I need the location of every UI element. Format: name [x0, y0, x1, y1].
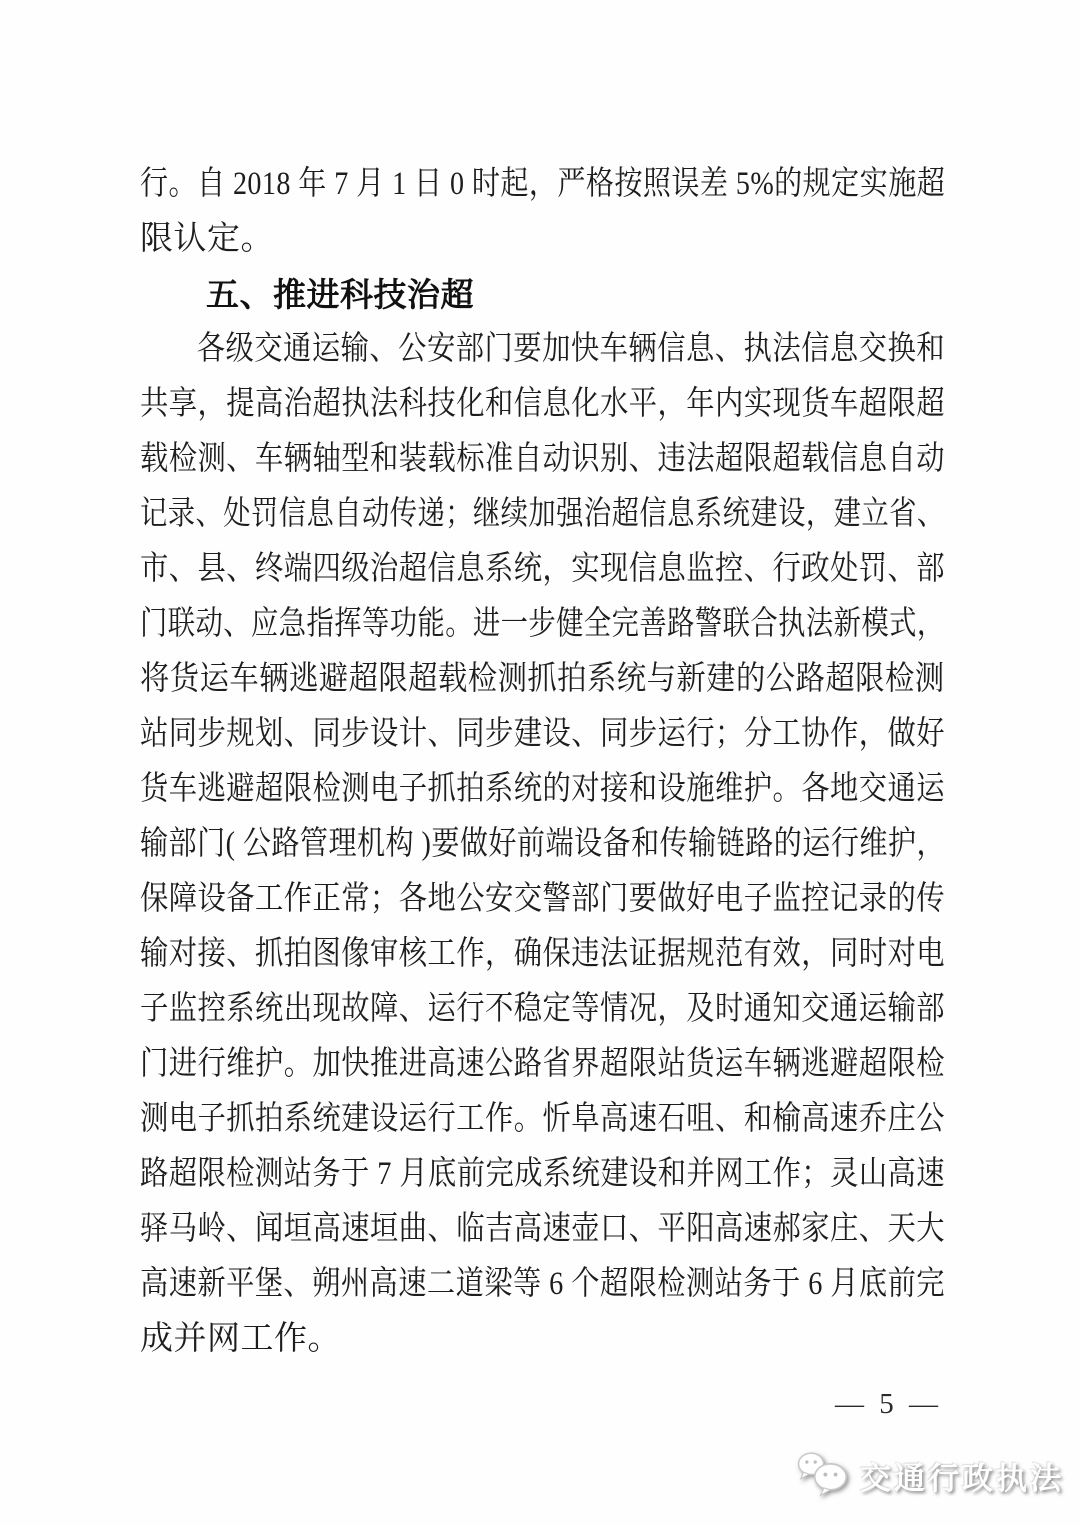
text-line: 行。自 2018 年 7 月 1 日 0 时起，严格按照误差 5%的规定实施超: [140, 166, 946, 202]
text-line: 记录、处罚信息自动传递；继续加强治超信息系统建设，建立省、: [140, 496, 945, 532]
text-line: 站同步规划、同步设计、同步建设、同步运行；分工协作，做好: [140, 716, 945, 752]
text-line: 输部门( 公路管理机构 )要做好前端设备和传输链路的运行维护，: [140, 826, 945, 862]
text-line: 驿马岭、闻垣高速垣曲、临吉高速壶口、平阳高速郝家庄、天大: [140, 1211, 945, 1247]
page-number: — 5 —: [835, 1388, 942, 1420]
watermark: [796, 1450, 1064, 1500]
text-line: 市、县、终端四级治超信息系统，实现信息监控、行政处罚、部: [140, 551, 945, 587]
text-line: 保障设备工作正常；各地公安交警部门要做好电子监控记录的传: [140, 881, 945, 917]
text-line: 测电子抓拍系统建设运行工作。忻阜高速石咀、和榆高速乔庄公: [140, 1101, 945, 1137]
text-lines: [140, 157, 945, 1367]
text-line: 共享，提高治超执法科技化和信息化水平，年内实现货车超限超: [140, 386, 945, 422]
text-line: 将货运车辆逃避超限超载检测抓拍系统与新建的公路超限检测: [140, 661, 945, 697]
text-line: 高速新平堡、朔州高速二道梁等 6 个超限检测站务于 6 月底前完: [140, 1266, 945, 1302]
text-line: 门进行维护。加快推进高速公路省界超限站货运车辆逃避超限检: [140, 1046, 945, 1082]
text-line: 输对接、抓拍图像审核工作，确保违法证据规范有效，同时对电: [140, 936, 945, 972]
text-line: 货车逃避超限检测电子抓拍系统的对接和设施维护。各地交通运: [140, 771, 945, 807]
section-heading: 五、推进科技治超: [206, 276, 474, 313]
wechat-icon: [796, 1450, 852, 1500]
text-line: 限认定。: [140, 221, 274, 257]
watermark-label: 交通行政执法: [860, 1460, 1064, 1496]
text-line: 各级交通运输、公安部门要加快车辆信息、执法信息交换和: [196, 331, 945, 367]
text-line: 门联动、应急指挥等功能。进一步健全完善路警联合执法新模式，: [140, 606, 945, 642]
text-line: 路超限检测站务于 7 月底前完成系统建设和并网工作；灵山高速: [140, 1156, 945, 1192]
text-line: 载检测、车辆轴型和装载标准自动识别、违法超限超载信息自动: [140, 441, 945, 477]
text-line: 子监控系统出现故障、运行不稳定等情况，及时通知交通运输部: [140, 991, 945, 1027]
text-line: 成并网工作。: [140, 1321, 341, 1357]
